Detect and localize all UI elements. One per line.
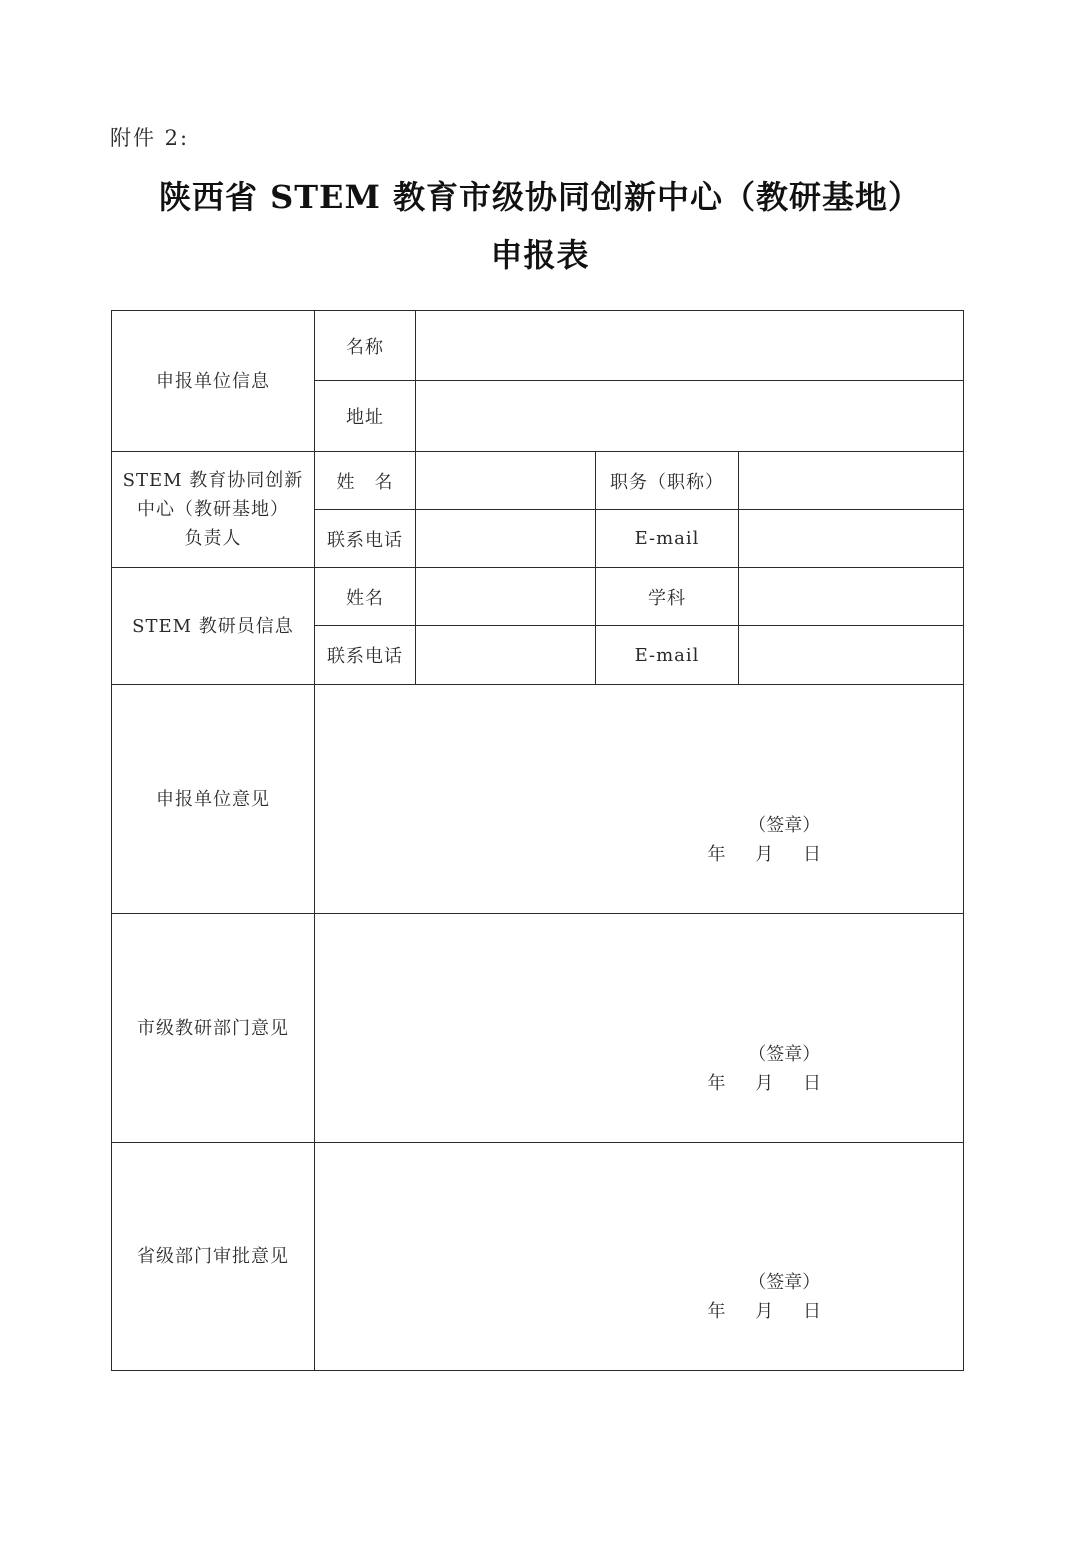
unit-name-row	[112, 311, 964, 381]
center-head-name-field[interactable]	[416, 452, 596, 510]
researcher-name-row	[112, 568, 964, 626]
center-head-label-line2: 中心（教研基地）	[137, 499, 289, 520]
date-line	[696, 1069, 833, 1098]
province-opinion-field[interactable]	[315, 1143, 964, 1371]
researcher-subject-label: 学科	[596, 568, 739, 626]
form-title: 陕西省 STEM 教育市级协同创新中心（教研基地）	[158, 178, 922, 216]
signature-block	[696, 1268, 833, 1326]
center-head-email-label: E-mail	[596, 510, 739, 568]
researcher-subject-field[interactable]	[739, 568, 964, 626]
date-line	[696, 840, 833, 869]
researcher-name-field[interactable]	[416, 568, 596, 626]
researcher-email-label: E-mail	[596, 626, 739, 685]
seal-label: （签章）	[748, 1044, 821, 1065]
seal-label: （签章）	[748, 1272, 821, 1293]
center-head-position-label: 职务（职称）	[596, 452, 739, 510]
unit-name-label: 名称	[315, 311, 416, 381]
center-head-label-line3: 负责人	[184, 528, 242, 549]
day-label: 日	[803, 1073, 822, 1094]
researcher-name-label: 姓名	[315, 568, 416, 626]
day-label: 日	[803, 844, 822, 865]
month-label: 月	[755, 844, 774, 865]
center-head-email-field[interactable]	[739, 510, 964, 568]
applicant-opinion-row	[112, 685, 964, 914]
researcher-info-label: STEM 教研员信息	[112, 568, 315, 685]
applicant-opinion-field[interactable]	[315, 685, 964, 914]
attachment-label: 附件 2:	[110, 126, 190, 150]
province-opinion-row	[112, 1143, 964, 1371]
center-head-phone-field[interactable]	[416, 510, 596, 568]
unit-address-field[interactable]	[416, 381, 964, 452]
year-label: 年	[707, 844, 726, 865]
unit-name-field[interactable]	[416, 311, 964, 381]
center-head-phone-label: 联系电话	[315, 510, 416, 568]
unit-info-label: 申报单位信息	[112, 311, 315, 452]
seal-label: （签章）	[748, 815, 821, 836]
center-head-label	[112, 452, 315, 568]
date-line	[696, 1297, 833, 1326]
researcher-phone-label: 联系电话	[315, 626, 416, 685]
signature-block	[696, 1040, 833, 1098]
year-label: 年	[707, 1073, 726, 1094]
center-head-label-line1: STEM 教育协同创新	[122, 470, 304, 491]
year-label: 年	[707, 1301, 726, 1322]
applicant-opinion-label: 申报单位意见	[112, 685, 315, 914]
application-form-table	[111, 310, 964, 1371]
researcher-email-field[interactable]	[739, 626, 964, 685]
province-opinion-label: 省级部门审批意见	[112, 1143, 315, 1371]
unit-address-label: 地址	[315, 381, 416, 452]
month-label: 月	[755, 1073, 774, 1094]
month-label: 月	[755, 1301, 774, 1322]
signature-block	[696, 811, 833, 869]
city-opinion-row	[112, 914, 964, 1143]
day-label: 日	[803, 1301, 822, 1322]
city-opinion-field[interactable]	[315, 914, 964, 1143]
center-head-name-label: 姓 名	[315, 452, 416, 510]
city-opinion-label: 市级教研部门意见	[112, 914, 315, 1143]
form-subtitle: 申报表	[490, 236, 590, 274]
center-head-name-row	[112, 452, 964, 510]
center-head-position-field[interactable]	[739, 452, 964, 510]
researcher-phone-field[interactable]	[416, 626, 596, 685]
